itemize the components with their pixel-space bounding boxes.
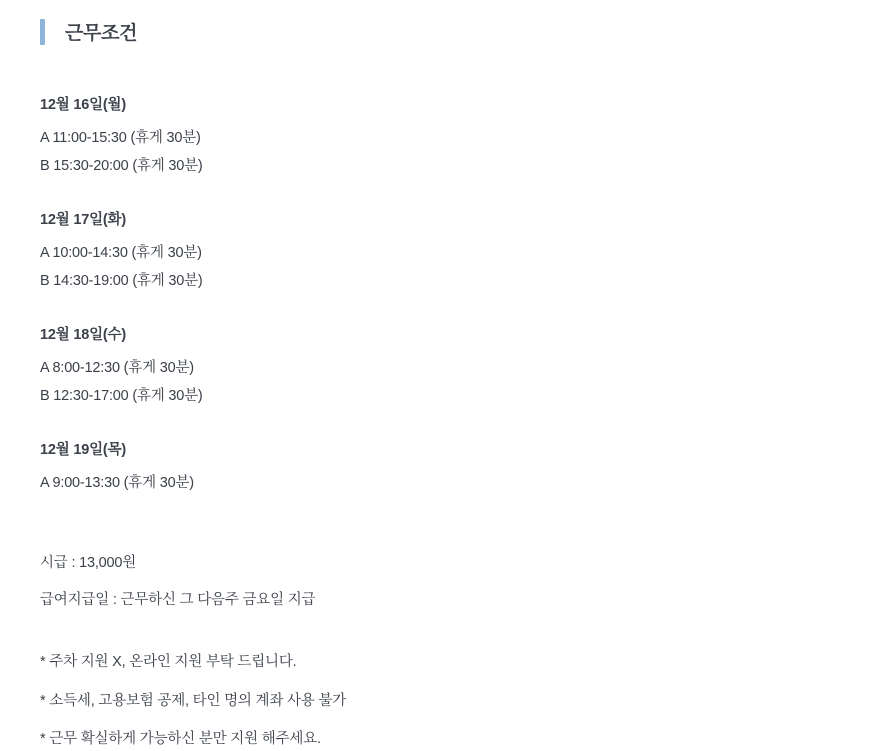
schedule-list [40,93,839,494]
schedule-day-date: 12월 19일(목) [40,441,126,458]
note-item: * 근무 확실하게 가능하신 분만 지원 해주세요. [40,731,321,748]
schedule-shift: A 9:00-13:30 (휴게 30분) [40,474,194,491]
schedule-day-date: 12월 16일(월) [40,97,126,113]
schedule-day [40,438,839,494]
schedule-day [40,323,839,408]
schedule-shift: A 11:00-15:30 (휴게 30분) [40,130,201,146]
schedule-day-date: 12월 18일(수) [40,326,126,343]
hourly-wage-line: 시급 : 13,000원 [40,555,137,572]
notes-list [40,651,839,750]
schedule-day-date: 12월 17일(화) [40,211,126,228]
note-item: * 주차 지원 X, 온라인 지원 부탁 드립니다. [40,654,297,671]
schedule-shift: A 8:00-12:30 (휴게 30분) [40,359,194,376]
payday-line: 급여지급일 : 근무하신 그 다음주 금요일 지급 [40,591,316,608]
schedule-day [40,93,839,178]
schedule-shift: A 10:00-14:30 (휴게 30분) [40,244,202,261]
schedule-day [40,208,839,293]
page-title: 근무조건 [65,23,138,44]
note-item: * 소득세, 고용보험 공제, 타인 명의 계좌 사용 불가 [40,692,347,709]
heading-accent-bar [40,19,45,45]
schedule-shift: B 14:30-19:00 (휴게 30분) [40,273,203,290]
schedule-shift: B 15:30-20:00 (휴게 30분) [40,158,203,175]
schedule-shift: B 12:30-17:00 (휴게 30분) [40,388,203,405]
section-heading [40,0,839,51]
pay-info [40,552,839,611]
